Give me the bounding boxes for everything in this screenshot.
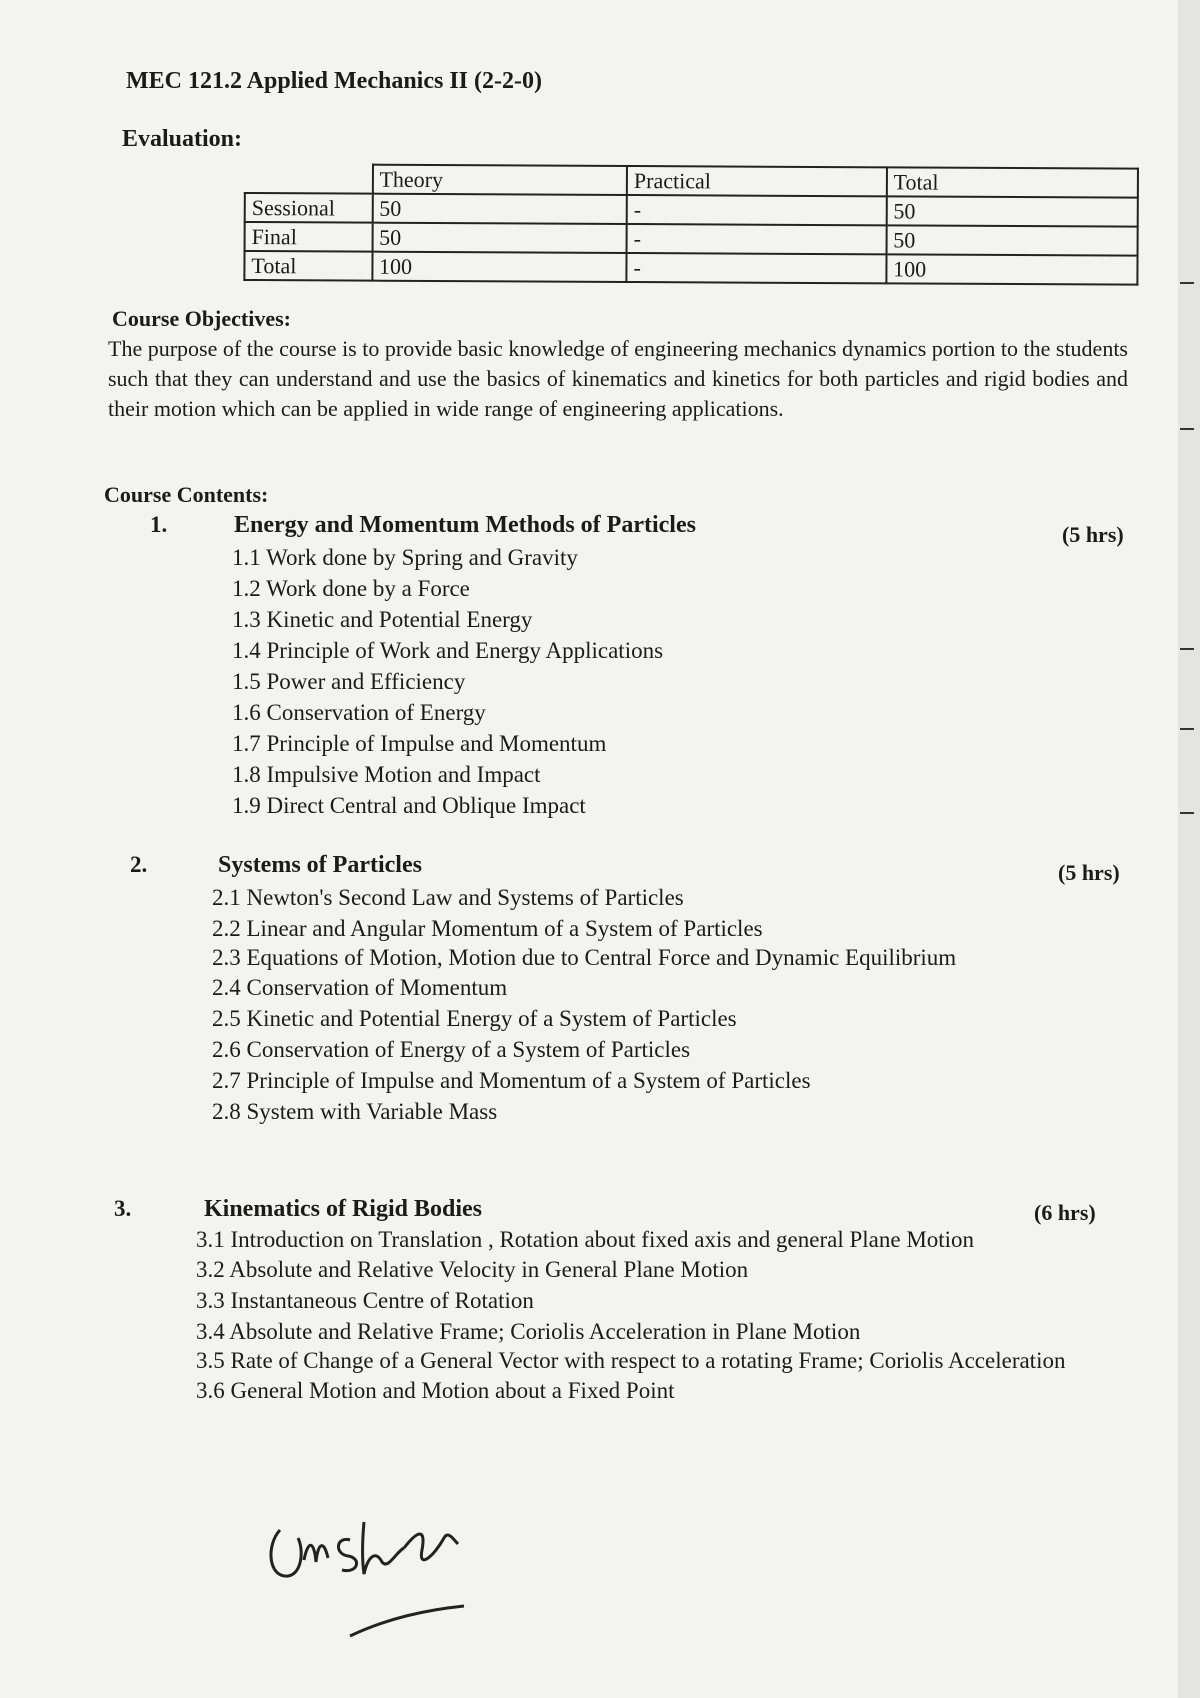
topic-item: 2.5 Kinetic and Potential Energy of a System of Particles bbox=[212, 1006, 737, 1031]
unit-number: 1. bbox=[150, 512, 168, 537]
table-cell: 50 bbox=[886, 225, 1137, 255]
topic-list bbox=[212, 882, 1120, 1127]
topic-item: 2.3 Equations of Motion, Motion due to Central Force and Dynamic Equilibrium bbox=[212, 945, 957, 970]
topic-item: 3.5 Rate of Change of a General Vector with respect to a rotating Frame; Coriolis Acceleration bbox=[196, 1348, 1066, 1373]
topic-item: 2.1 Newton's Second Law and Systems of Particles bbox=[212, 885, 684, 910]
table-row bbox=[245, 193, 1138, 227]
edge-mark bbox=[1180, 282, 1194, 284]
handwritten-signature-icon bbox=[258, 1500, 518, 1640]
topic-item: 1.4 Principle of Work and Energy Applications bbox=[232, 638, 664, 663]
edge-mark bbox=[1180, 648, 1194, 650]
topic-item: 1.9 Direct Central and Oblique Impact bbox=[232, 793, 586, 818]
unit-title: Energy and Momentum Methods of Particles bbox=[234, 512, 696, 538]
unit-title: Systems of Particles bbox=[218, 852, 422, 878]
edge-mark bbox=[1180, 728, 1194, 730]
topic-item: 3.4 Absolute and Relative Frame; Coriolis Acceleration in Plane Motion bbox=[196, 1319, 861, 1344]
unit-title: Kinematics of Rigid Bodies bbox=[204, 1196, 483, 1222]
table-header-row bbox=[245, 164, 1138, 198]
topic-item: 2.4 Conservation of Momentum bbox=[212, 975, 508, 1000]
topic-item: 3.6 General Motion and Motion about a Fixed Point bbox=[196, 1378, 675, 1403]
topic-item: 1.3 Kinetic and Potential Energy bbox=[232, 607, 533, 632]
table-cell: 50 bbox=[372, 194, 627, 224]
row-label: Total bbox=[244, 251, 372, 281]
table-cell: - bbox=[627, 195, 887, 225]
row-label: Sessional bbox=[245, 193, 373, 223]
topic-item: 2.2 Linear and Angular Momentum of a System of Particles bbox=[212, 916, 763, 941]
unit-number: 2. bbox=[130, 852, 148, 877]
topic-item: 1.7 Principle of Impulse and Momentum bbox=[232, 731, 607, 756]
objectives-heading: Course Objectives: bbox=[112, 306, 292, 331]
topic-item: 2.8 System with Variable Mass bbox=[212, 1099, 498, 1124]
topic-list bbox=[232, 542, 952, 821]
topic-item: 3.3 Instantaneous Centre of Rotation bbox=[196, 1288, 534, 1313]
topic-item: 1.1 Work done by Spring and Gravity bbox=[232, 545, 578, 570]
topic-item: 2.7 Principle of Impulse and Momentum of a System of Particles bbox=[212, 1068, 811, 1093]
column-header: Theory bbox=[372, 165, 627, 195]
evaluation-heading: Evaluation: bbox=[122, 126, 243, 152]
topic-item: 3.2 Absolute and Relative Velocity in General Plane Motion bbox=[196, 1257, 749, 1282]
table-corner bbox=[245, 164, 373, 194]
topic-item: 1.5 Power and Efficiency bbox=[232, 669, 466, 694]
unit-hours: (6 hrs) bbox=[1034, 1200, 1096, 1225]
table-cell: 50 bbox=[886, 196, 1137, 226]
topic-item: 2.6 Conservation of Energy of a System of Particles bbox=[212, 1037, 691, 1062]
table-cell: 100 bbox=[886, 254, 1137, 284]
scan-edge bbox=[1178, 0, 1200, 1698]
table-row bbox=[244, 251, 1137, 285]
table-cell: - bbox=[626, 253, 886, 283]
topic-list bbox=[196, 1226, 1118, 1406]
course-title: MEC 121.2 Applied Mechanics II (2-2-0) bbox=[126, 68, 542, 94]
unit-hours: (5 hrs) bbox=[1058, 860, 1120, 885]
topic-item: 3.1 Introduction on Translation , Rotation about fixed axis and general Plane Motion bbox=[196, 1227, 975, 1252]
table-cell: 50 bbox=[372, 223, 627, 253]
topic-item: 1.6 Conservation of Energy bbox=[232, 700, 486, 725]
row-label: Final bbox=[245, 222, 373, 252]
column-header: Practical bbox=[627, 166, 887, 196]
table-row bbox=[245, 222, 1138, 256]
evaluation-table bbox=[243, 163, 1139, 286]
column-header: Total bbox=[887, 167, 1138, 197]
topic-item: 1.2 Work done by a Force bbox=[232, 576, 470, 601]
contents-heading: Course Contents: bbox=[104, 482, 269, 507]
topic-item: 1.8 Impulsive Motion and Impact bbox=[232, 762, 541, 787]
edge-mark bbox=[1180, 428, 1194, 430]
objectives-text: The purpose of the course is to provide basic knowledge of engineering mechanics dynamics portion to the students such that they can understand and use the basics of kinematics and kinetics for both particles and rigid bodies and their motion which can be applied in wide range of engineering applications. bbox=[108, 336, 1128, 421]
edge-mark bbox=[1180, 812, 1194, 814]
table-cell: - bbox=[627, 224, 887, 254]
table-cell: 100 bbox=[372, 252, 627, 282]
unit-number: 3. bbox=[114, 1196, 132, 1221]
unit-hours: (5 hrs) bbox=[1062, 522, 1124, 547]
